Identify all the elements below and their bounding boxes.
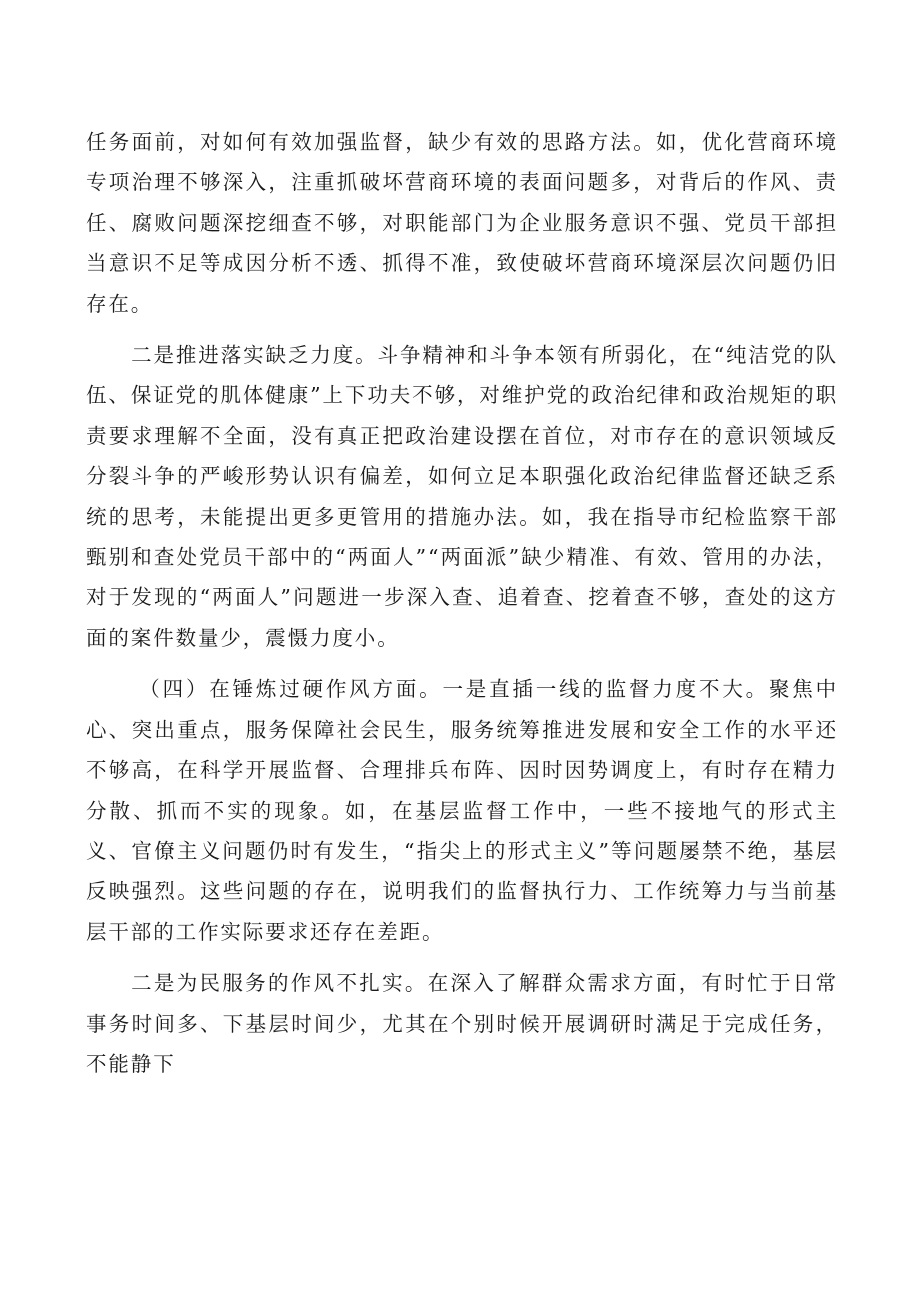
paragraph-continuation: 任务面前，对如何有效加强监督，缺少有效的思路方法。如，优化营商环境专项治理不够深入，注重抓破坏营商环境的表面问题多，对背后的作风、责任、腐败问题深挖细查不够，对职能部门为企业服务意识不强、党员干部担当意识不足等成因分析不透、抓得不准，致使破坏营商环境深层次问题仍旧存在。 [86, 130, 838, 316]
document-body [86, 122, 838, 1095]
paragraph-section-four: （四）在锤炼过硬作风方面。一是直插一线的监督力度不大。聚焦中心、突出重点，服务保障社会民生，服务统筹推进发展和安全工作的水平还不够高，在科学开展监督、合理排兵布阵、因时因势调度上，有时存在精力分散、抓而不实的现象。如，在基层监督工作中，一些不接地气的形式主义、官僚主义问题仍时有发生，“指尖上的形式主义”等问题屡禁不绝，基层反映强烈。这些问题的存在，说明我们的监督执行力、工作统筹力与当前基层干部的工作实际要求还存在差距。 [86, 677, 838, 944]
paragraph-service-style: 二是为民服务的作风不扎实。在深入了解群众需求方面，有时忙于日常事务时间多、下基层时间少，尤其在个别时候开展调研时满足于完成任务，不能静下 [86, 971, 838, 1076]
paragraph-point-two: 二是推进落实缺乏力度。斗争精神和斗争本领有所弱化，在“纯洁党的队伍、保证党的肌体健康”上下功夫不够，对维护党的政治纪律和政治规矩的职责要求理解不全面，没有真正把政治建设摆在首位，对市存在的意识领域反分裂斗争的严峻形势认识有偏差，如何立足本职强化政治纪律监督还缺乏系统的思考，未能提出更多更管用的措施办法。如，我在指导市纪检监察干部甄别和查处党员干部中的“两面人”“两面派”缺少精准、有效、管用的办法，对于发现的“两面人”问题进一步深入查、追着查、挖着查不够，查处的这方面的案件数量少，震慑力度小。 [86, 343, 838, 650]
